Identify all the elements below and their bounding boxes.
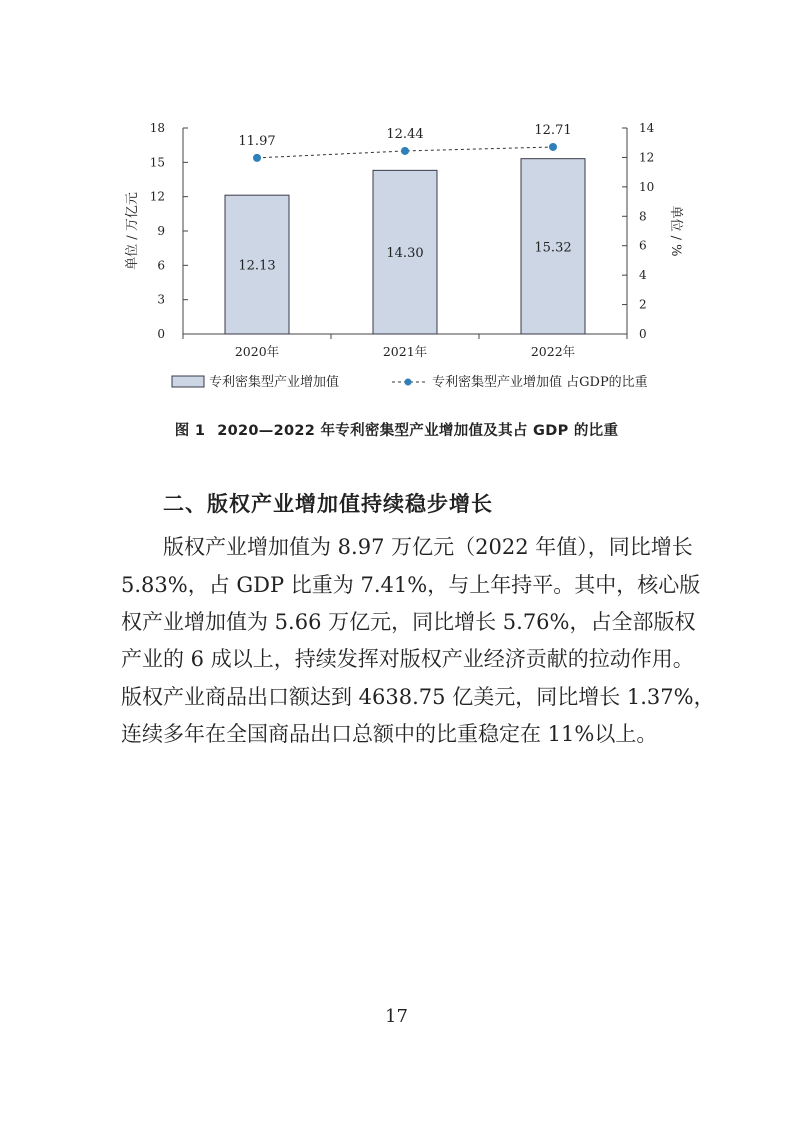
bar-data-label: 15.32 xyxy=(534,240,572,256)
paragraph-line: 版权产业商品出口额达到 4638.75 亿美元，同比增长 1.37%， xyxy=(121,685,715,709)
section-heading: 二、版权产业增加值持续稳步增长 xyxy=(163,492,493,516)
y-left-tick-label: 9 xyxy=(157,224,165,238)
paragraph-line: 版权产业增加值为 8.97 万亿元（2022 年值），同比增长 xyxy=(121,535,693,559)
y-right-axis-title: 单位 / % xyxy=(668,205,683,257)
y-left-tick-label: 3 xyxy=(157,292,165,307)
y-left-tick-label: 15 xyxy=(149,155,165,170)
bar-data-label: 14.30 xyxy=(386,246,424,262)
figure-title: 2020—2022 年专利密集型产业增加值及其占 GDP 的比重 xyxy=(217,423,619,439)
y-left-tick-label: 12 xyxy=(149,189,165,204)
y-left-tick-label: 6 xyxy=(157,258,165,273)
y-right-tick-label: 10 xyxy=(639,179,655,194)
ratio-data-label: 12.71 xyxy=(534,122,572,138)
figure-number: 图 1 xyxy=(174,423,206,439)
x-tick-label: 2020年 xyxy=(234,344,280,359)
ratio-point xyxy=(549,143,557,151)
paragraph-line: 权产业增加值为 5.66 万亿元，同比增长 5.76%，占全部版权 xyxy=(121,610,696,634)
ratio-point xyxy=(401,147,409,155)
patent-industry-chart xyxy=(0,0,793,410)
figure-caption xyxy=(0,419,793,440)
legend-line-marker xyxy=(405,379,412,386)
y-right-tick-label: 4 xyxy=(639,268,647,283)
paragraph-line: 连续多年在全国商品出口总额中的比重稳定在 11%以上。 xyxy=(121,722,658,746)
y-left-axis-title: 单位 / 万亿元 xyxy=(125,192,140,270)
paragraph-line: 产业的 6 成以上，持续发挥对版权产业经济贡献的拉动作用。 xyxy=(121,647,694,671)
y-right-tick-label: 12 xyxy=(639,150,655,165)
ratio-data-label: 12.44 xyxy=(386,126,424,142)
y-right-tick-label: 8 xyxy=(639,209,647,224)
page-number: 17 xyxy=(385,1006,408,1027)
ratio-point xyxy=(253,154,261,162)
y-left-tick-label: 0 xyxy=(157,327,165,341)
legend-bar-swatch xyxy=(172,376,204,387)
y-right-tick-label: 6 xyxy=(639,238,647,253)
x-tick-label: 2022年 xyxy=(530,344,576,359)
y-left-tick-label: 18 xyxy=(149,121,165,135)
ratio-data-label: 11.97 xyxy=(238,133,276,149)
y-right-tick-label: 14 xyxy=(639,121,655,135)
x-tick-label: 2021年 xyxy=(382,344,428,359)
y-right-tick-label: 2 xyxy=(639,297,647,312)
legend-bar-label: 专利密集型产业增加值 xyxy=(209,375,340,390)
paragraph-line: 5.83%，占 GDP 比重为 7.41%，与上年持平。其中，核心版 xyxy=(121,573,701,597)
bar-data-label: 12.13 xyxy=(238,258,276,274)
y-right-tick-label: 0 xyxy=(639,327,647,341)
legend-line-label: 专利密集型产业增加值 占GDP的比重 xyxy=(432,375,648,390)
